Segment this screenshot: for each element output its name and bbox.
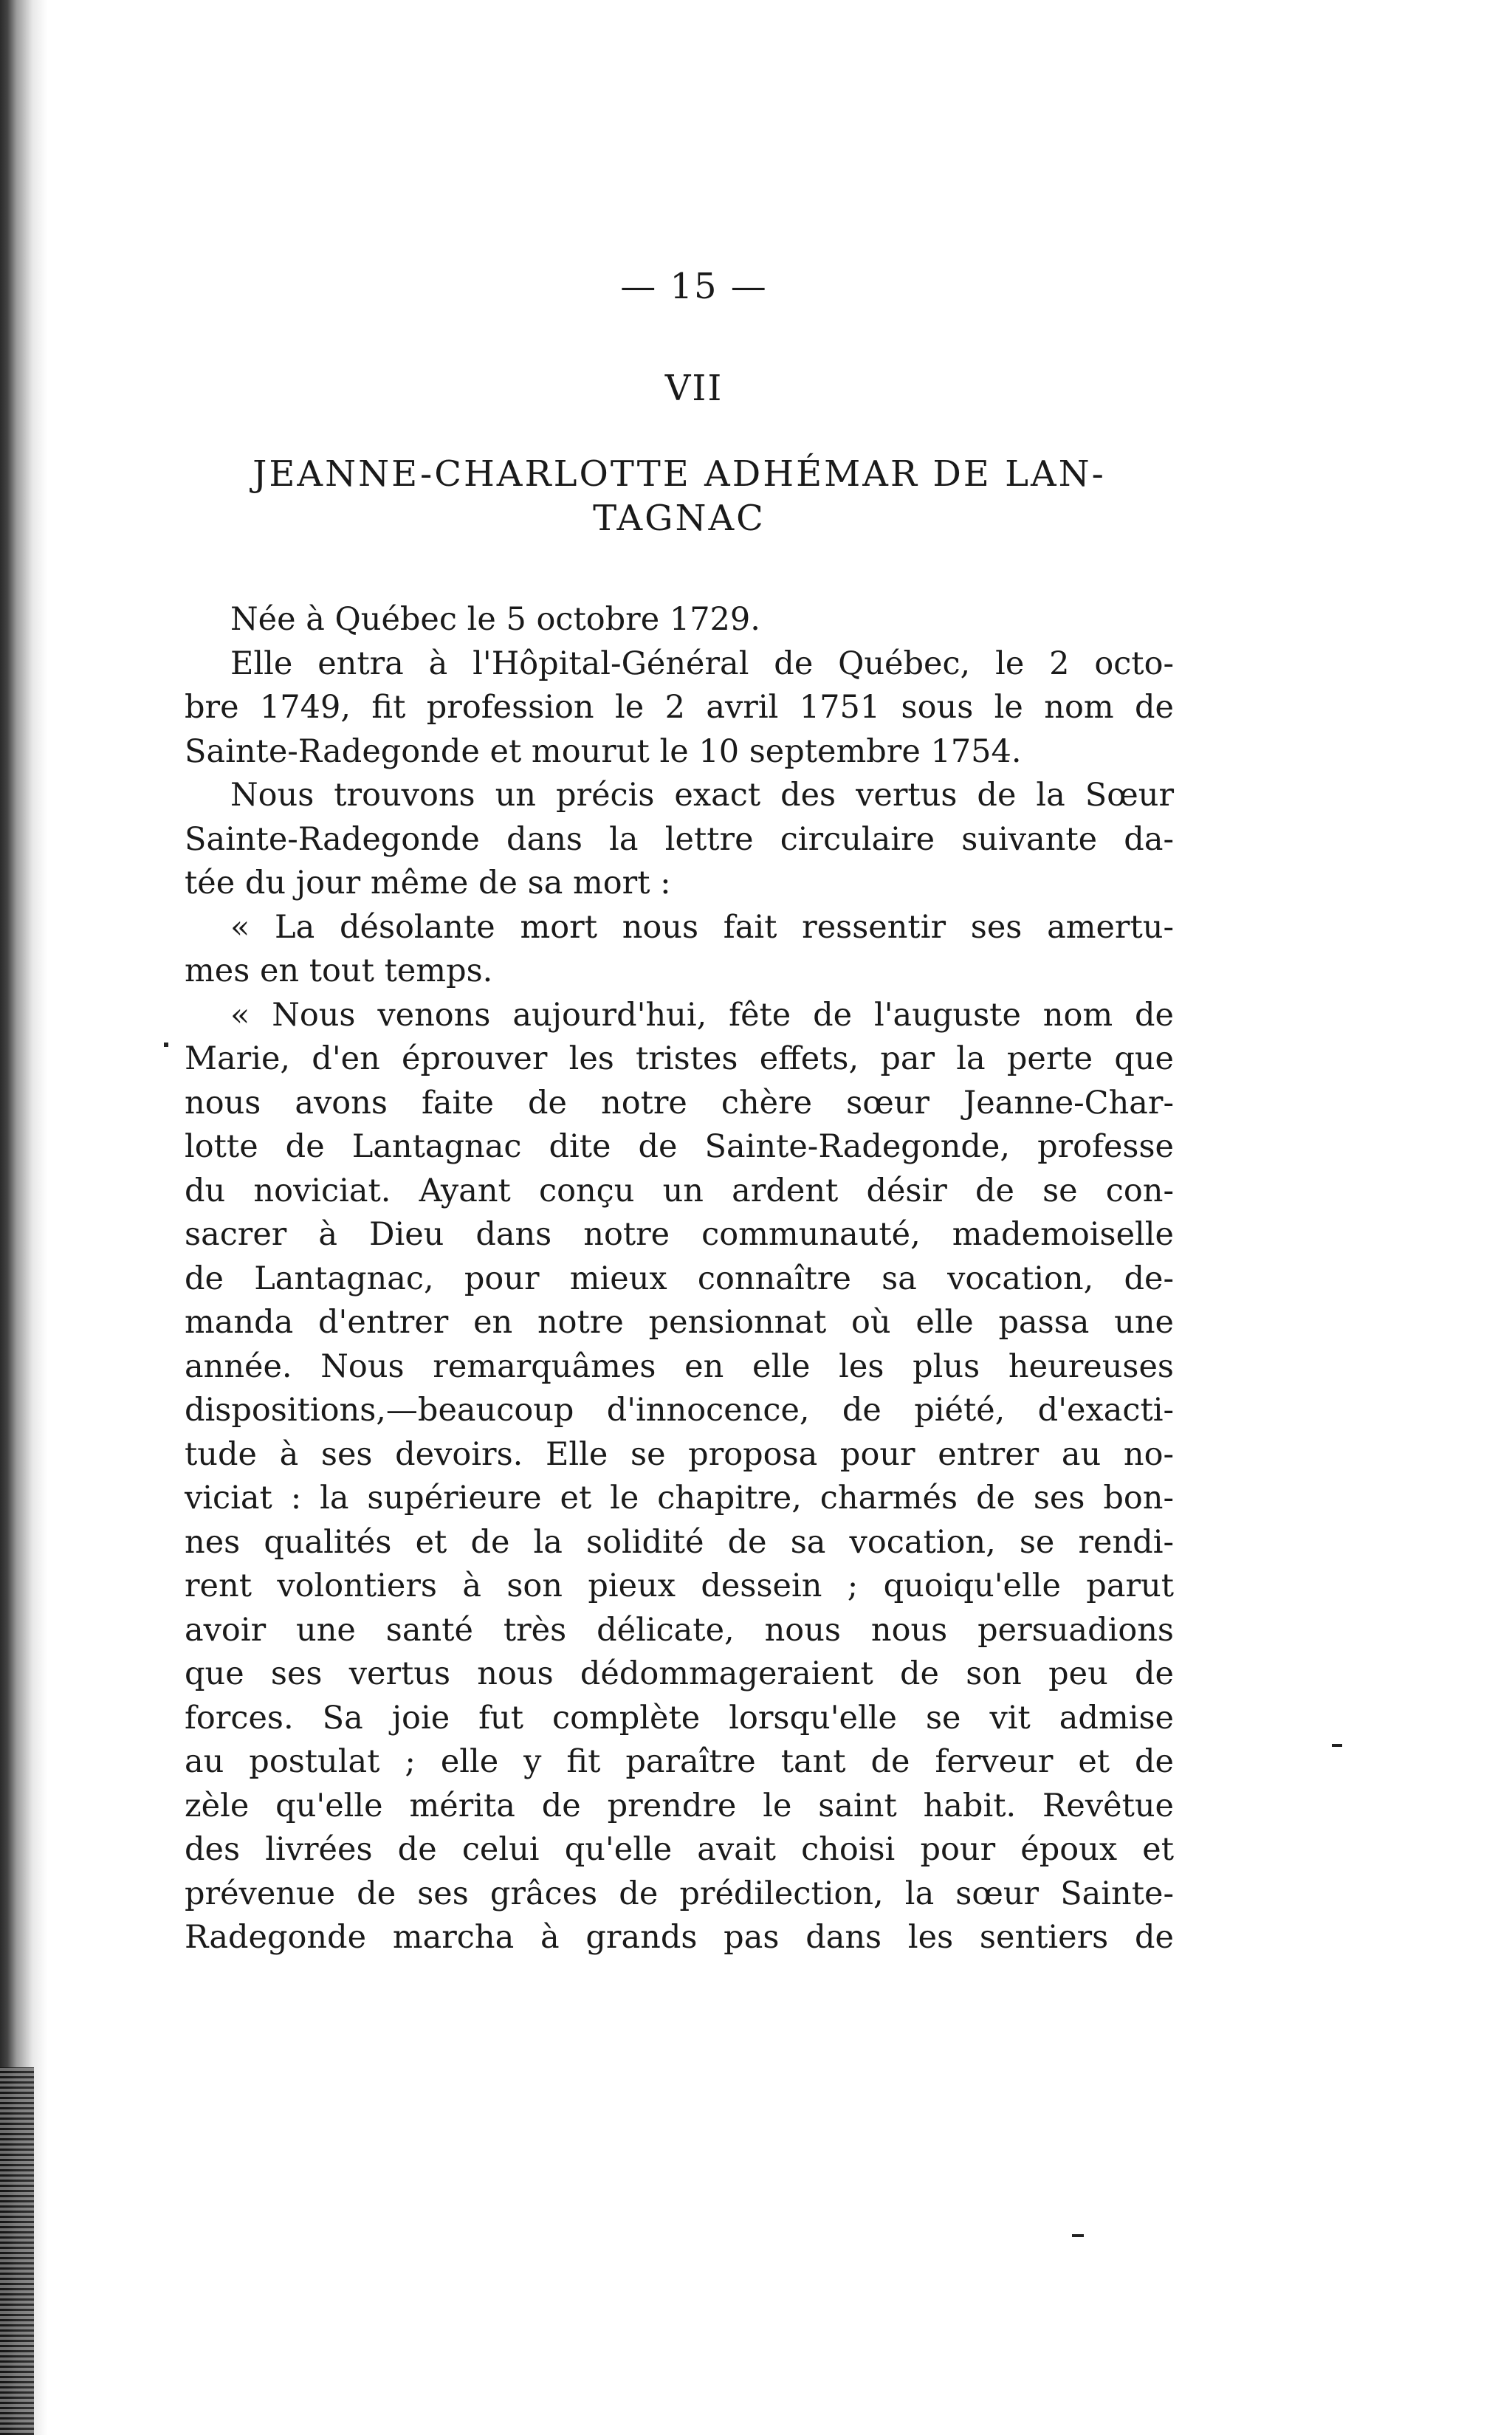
text-line: Radegonde marcha à grands pas dans les sentiers de — [185, 1919, 1174, 1956]
text-line: nous avons faite de notre chère sœur Jeanne-Char- — [185, 1084, 1174, 1122]
chapter-heading — [185, 452, 1174, 540]
text-line: bre 1749, fit profession le 2 avril 1751 sous le nom de — [185, 689, 1174, 726]
text-line: dispositions,—beaucoup d'innocence, de piété, d'exacti- — [185, 1392, 1174, 1429]
stray-mark — [164, 1043, 168, 1047]
text-line: sacrer à Dieu dans notre communauté, mademoiselle — [185, 1216, 1174, 1253]
text-line: rent volontiers à son pieux dessein ; quoiqu'elle parut — [185, 1567, 1174, 1604]
text-line: des livrées de celui qu'elle avait choisi pour époux et — [185, 1831, 1174, 1868]
text-line: nes qualités et de la solidité de sa vocation, se rendi- — [185, 1523, 1174, 1561]
text-line: viciat : la supérieure et le chapitre, charmés de ses bon- — [185, 1480, 1174, 1517]
text-line: Marie, d'en éprouver les tristes effets, par la perte que — [185, 1040, 1174, 1077]
text-line: du noviciat. Ayant conçu un ardent désir de se con- — [185, 1172, 1174, 1209]
stray-mark — [1072, 2234, 1084, 2237]
stray-mark — [1332, 1744, 1342, 1747]
text-line: Elle entra à l'Hôpital-Général de Québec, le 2 octo- — [230, 645, 1174, 682]
text-line: forces. Sa joie fut complète lorsqu'elle se vit admise — [185, 1699, 1174, 1737]
text-line: zèle qu'elle mérita de prendre le saint habit. Revêtue — [185, 1787, 1174, 1824]
text-line: Née à Québec le 5 octobre 1729. — [230, 601, 760, 638]
binding-edge — [0, 0, 47, 2435]
text-line: mes en tout temps. — [185, 952, 493, 989]
text-line: « La désolante mort nous fait ressentir ses amertu- — [230, 908, 1174, 946]
text-line: Sainte-Radegonde dans la lettre circulaire suivante da- — [185, 820, 1174, 858]
text-line: Sainte-Radegonde et mourut le 10 septembre 1754. — [185, 732, 1022, 770]
heading-line-1: JEANNE-CHARLOTTE ADHÉMAR DE LAN- — [252, 453, 1106, 495]
chapter-number: VII — [664, 368, 724, 409]
text-line: avoir une santé très délicate, nous nous persuadions — [185, 1611, 1174, 1649]
heading-line-2: TAGNAC — [593, 498, 766, 539]
text-line: Nous trouvons un précis exact des vertus de la Sœur — [230, 777, 1174, 814]
text-line: tude à ses devoirs. Elle se proposa pour entrer au no- — [185, 1435, 1174, 1473]
text-line: année. Nous remarquâmes en elle les plus heureuses — [185, 1347, 1174, 1385]
text-line: prévenue de ses grâces de prédilection, la sœur Sainte- — [185, 1875, 1174, 1912]
body-text — [185, 598, 1174, 1960]
text-line: au postulat ; elle y fit paraître tant de ferveur et de — [185, 1743, 1174, 1780]
book-page — [185, 266, 1174, 1960]
text-line: que ses vertus nous dédommageraient de son peu de — [185, 1655, 1174, 1692]
text-line: « Nous venons aujourd'hui, fête de l'auguste nom de — [230, 996, 1174, 1034]
page-number: — 15 — — [620, 266, 768, 307]
text-line: lotte de Lantagnac dite de Sainte-Radegonde, professe — [185, 1128, 1174, 1165]
text-line: de Lantagnac, pour mieux connaître sa vocation, de- — [185, 1260, 1174, 1297]
text-line: tée du jour même de sa mort : — [185, 865, 671, 901]
text-line: manda d'entrer en notre pensionnat où elle passa une — [185, 1304, 1174, 1341]
